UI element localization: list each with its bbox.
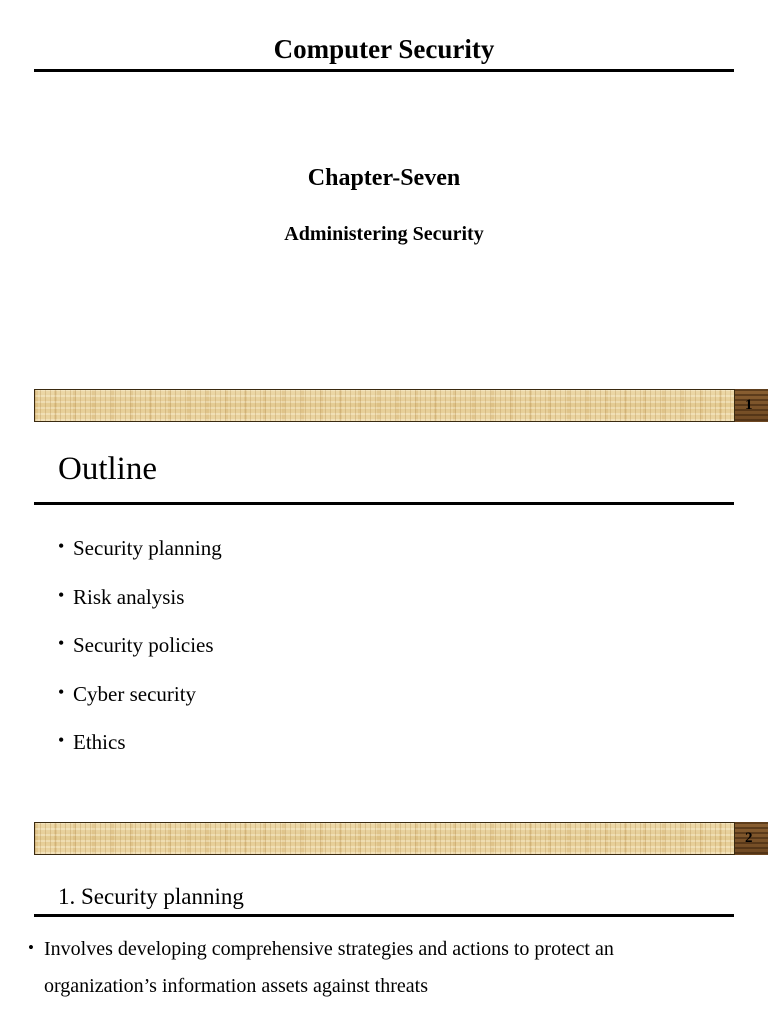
list-item [58,730,222,779]
chapter-heading: Chapter-Seven [307,165,461,191]
bullet-icon: • [58,536,65,556]
chapter-subtitle: Administering Security [284,223,484,245]
list-item [58,536,222,585]
outline-item-label: Risk analysis [73,584,185,609]
outline-item-label: Ethics [73,730,126,754]
slide-3-paragraph [28,931,728,1005]
slide-1-title: Computer Security [273,34,495,64]
outline-list [58,536,222,779]
bullet-icon: • [58,584,65,605]
outline-item-label: Security planning [73,536,222,560]
list-item [58,633,222,682]
slide-3-title-rule [34,914,734,917]
slide-1-footer-band [34,389,735,422]
slide-1-page-number: 1 [745,397,753,413]
outline-item-label: Cyber security [73,681,197,706]
bullet-icon: • [58,681,65,702]
slide-2-footer-band [34,822,735,855]
slide-3-title: 1. Security planning [58,884,244,909]
slide-2-title: Outline [58,451,157,487]
slide-2-page-number: 2 [745,830,753,846]
paragraph-text: Involves developing comprehensive strategies and actions to protect an organization’s information assets against threats [44,938,614,997]
bullet-icon: • [58,633,65,653]
slide-1-title-rule [34,69,734,72]
bullet-icon: • [28,938,34,957]
bullet-icon: • [58,730,65,750]
outline-item-label: Security policies [73,633,214,657]
list-item [58,682,222,731]
list-item [58,585,222,634]
slide-2-title-rule [34,502,734,505]
